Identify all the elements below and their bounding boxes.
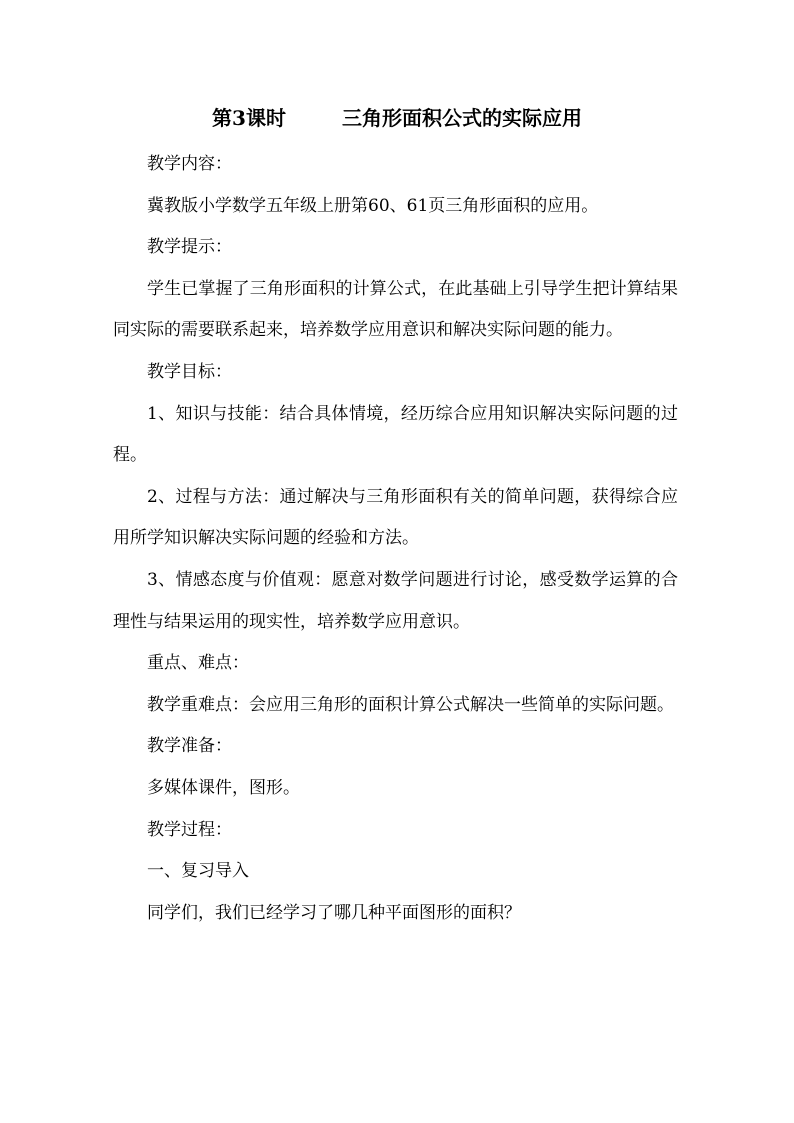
hint-text: 学生已掌握了三角形面积的计算公式，在此基础上引导学生把计算结果同实际的需要联系起来，培养数学应用意识和解决实际问题的能力。 bbox=[113, 278, 678, 341]
lesson-number: 第3课时 bbox=[212, 106, 286, 130]
document-body bbox=[113, 144, 678, 934]
step-review-question: 同学们，我们已经学习了哪几种平面图形的面积？ bbox=[147, 902, 521, 923]
content-text: 冀教版小学数学五年级上册第60、61页三角形面积的应用。 bbox=[147, 195, 599, 216]
content-heading: 教学内容： bbox=[147, 154, 232, 174]
goal-knowledge-skills: 1、知识与技能：结合具体情境，经历综合应用知识解决实际问题的过程。 bbox=[113, 403, 678, 466]
process-heading: 教学过程： bbox=[147, 819, 232, 840]
hint-heading: 教学提示： bbox=[147, 237, 232, 258]
goal-attitude-values: 3、情感态度与价值观：愿意对数学问题进行讨论，感受数学运算的合理性与结果运用的现实性，培养数学应用意识。 bbox=[113, 569, 678, 632]
step-review-intro: 一、复习导入 bbox=[147, 861, 249, 882]
goals-heading: 教学目标： bbox=[147, 361, 232, 382]
preparation-text: 多媒体课件，图形。 bbox=[147, 777, 300, 798]
lesson-topic: 三角形面积公式的实际应用 bbox=[341, 106, 582, 130]
page-title bbox=[0, 104, 794, 132]
key-points-text: 教学重难点：会应用三角形的面积计算公式解决一些简单的实际问题。 bbox=[147, 694, 674, 715]
key-points-heading: 重点、难点： bbox=[147, 653, 249, 674]
preparation-heading: 教学准备： bbox=[147, 736, 232, 757]
goal-process-methods: 2、过程与方法：通过解决与三角形面积有关的简单问题，获得综合应用所学知识解决实际问题的经验和方法。 bbox=[113, 486, 678, 549]
